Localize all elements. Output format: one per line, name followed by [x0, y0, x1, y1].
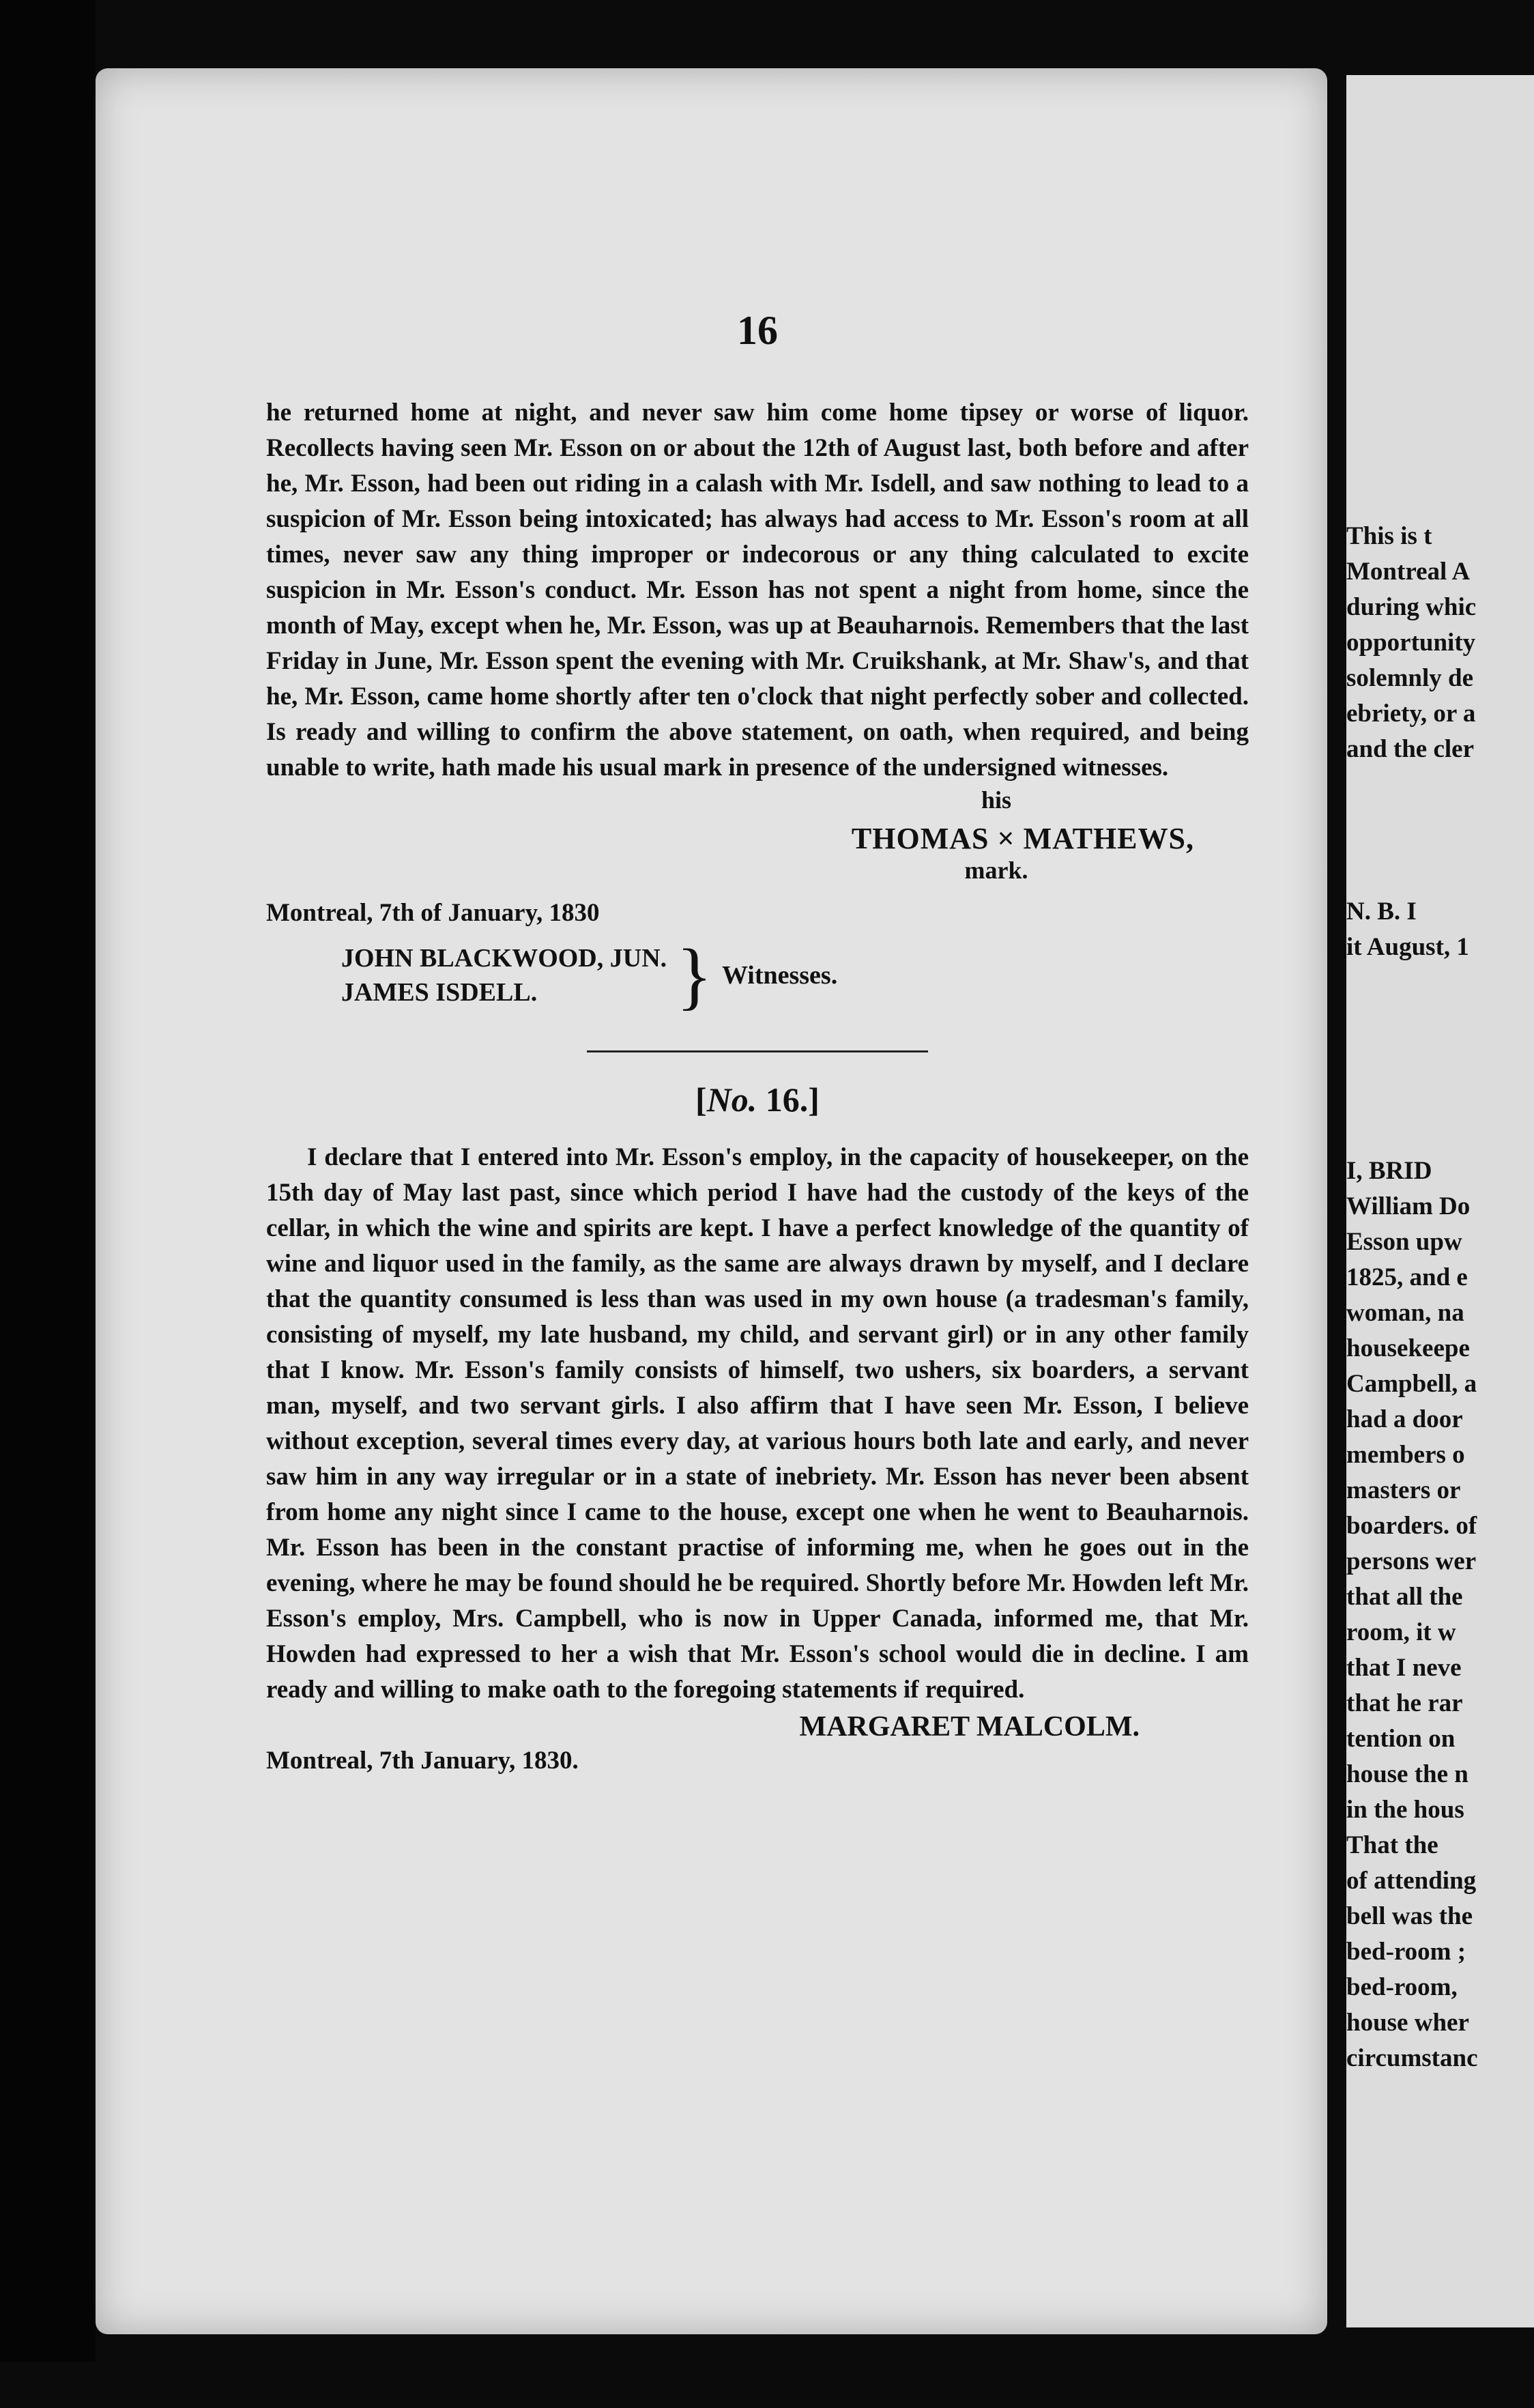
brace-icon: }: [676, 934, 712, 1017]
signature-thomas-mathews: THOMAS × MATHEWS,: [851, 822, 1194, 855]
right-line: I, BRID: [1346, 1157, 1432, 1185]
witnesses-label: Witnesses.: [721, 961, 838, 990]
right-line: room, it w: [1346, 1618, 1456, 1646]
right-line: That the: [1346, 1831, 1438, 1859]
right-line: that all the: [1346, 1583, 1463, 1611]
right-line: This is t: [1346, 522, 1432, 550]
signature-margaret-malcolm: MARGARET MALCOLM.: [799, 1711, 1140, 1743]
right-line: 1825, and e: [1346, 1263, 1468, 1291]
doc-number-label: No.: [706, 1080, 757, 1119]
right-line: woman, na: [1346, 1299, 1464, 1327]
right-line: members o: [1346, 1441, 1465, 1469]
right-line: that I neve: [1346, 1654, 1462, 1682]
witness-john-blackwood: JOHN BLACKWOOD, JUN.: [341, 944, 667, 973]
witness-names: [341, 941, 667, 1009]
right-line: boarders. of: [1346, 1512, 1477, 1540]
right-line: bed-room,: [1346, 1973, 1458, 2001]
page-number: 16: [737, 308, 778, 353]
right-line: N. B. I: [1346, 898, 1417, 926]
right-line: tention on: [1346, 1725, 1456, 1753]
witnesses-block: [341, 934, 1249, 1017]
right-line: Esson upw: [1346, 1228, 1462, 1256]
right-line: house the n: [1346, 1760, 1468, 1788]
right-line: ebriety, or a: [1346, 700, 1476, 728]
right-line: had a door: [1346, 1405, 1463, 1433]
bottom-border: [0, 2362, 1534, 2408]
right-line: in the hous: [1346, 1796, 1464, 1824]
right-line: bell was the: [1346, 1902, 1473, 1930]
date-line-2: Montreal, 7th January, 1830.: [266, 1747, 579, 1775]
right-line: of attending: [1346, 1867, 1477, 1895]
testimony-paragraph-2: I declare that I entered into Mr. Esson's employ, in the capacity of housekeeper, on the 15th day of May last past, since which period I have had the custody of the keys of the cellar, in which the wine and spirits are kept. I have a perfect knowledge of the quantity of wine and liquor used in the family, as the same are always drawn by myself, and I declare that the quantity consumed is less than was used in my own house (a tradesman's family, consisting of myself, my late husband, my child, and servant girl) or in any other family that I know. Mr. Esson's family consists of himself, two ushers, six boarders, a servant man, myself, and two servant girls. I also affirm that I have seen Mr. Esson, I believe without exception, several times every day, at various hours both late and early, and never saw him in any way irregular or in a state of inebriety. Mr. Esson has never been absent from home any night since I came to the house, except one when he went to Beauharnois. Mr. Esson has been in the constant practise of informing me, when he goes out in the evening, where he may be found should he be required. Shortly before Mr. Howden left Mr. Esson's employ, Mrs. Campbell, who is now in Upper Canada, informed me, that Mr. Howden had expressed to her a wish that Mr. Esson's school would die in decline. I am ready and willing to make oath to the foregoing statements if required.: [266, 1143, 1249, 1704]
document-number: [266, 1080, 1249, 1119]
date-line-1: Montreal, 7th of January, 1830: [266, 899, 600, 927]
doc-number-value: 16.]: [757, 1080, 820, 1119]
section-divider: [587, 1050, 928, 1052]
right-line: circumstanc: [1346, 2044, 1478, 2072]
book-spine: [0, 0, 96, 2408]
right-line: solemnly de: [1346, 664, 1474, 692]
right-line: during whic: [1346, 593, 1477, 621]
witness-james-isdell: JAMES ISDELL.: [341, 978, 538, 1007]
right-line: that he rar: [1346, 1689, 1463, 1717]
right-line: and the cler: [1346, 735, 1475, 763]
signature-his: his: [981, 786, 1012, 814]
right-line: persons wer: [1346, 1547, 1477, 1575]
right-line: bed-room ;: [1346, 1938, 1466, 1966]
doc-number-bracket: [: [695, 1080, 707, 1119]
right-line: William Do: [1346, 1192, 1471, 1220]
right-line: housekeepe: [1346, 1334, 1470, 1362]
testimony-paragraph-1: he returned home at night, and never saw him come home tipsey or worse of liquor. Recollects having seen Mr. Esson on or about the 12th of August last, both before and after he, Mr. Esson, had been out riding in a calash with Mr. Isdell, and saw nothing to lead to a suspicion of Mr. Esson being intoxicated; has always had access to Mr. Esson's room at all times, never saw any thing improper or indecorous or any thing calculated to excite suspicion in Mr. Esson's conduct. Mr. Esson has not spent a night from home, since the month of May, except when he, Mr. Esson, was up at Beauharnois. Remembers that the last Friday in June, Mr. Esson spent the evening with Mr. Cruikshank, at Mr. Shaw's, and that he, Mr. Esson, came home shortly after ten o'clock that night perfectly sober and collected. Is ready and willing to confirm the above statement, on oath, when required, and being unable to write, hath made his usual mark in presence of the undersigned witnesses.: [266, 399, 1249, 782]
right-line: it August, 1: [1346, 933, 1469, 961]
right-line: house wher: [1346, 2009, 1469, 2037]
right-page-fragment: [1346, 75, 1534, 2327]
signature-mark: mark.: [964, 857, 1028, 884]
right-line: Campbell, a: [1346, 1370, 1477, 1398]
right-line: Montreal A: [1346, 558, 1471, 586]
page-gutter: [1327, 68, 1346, 2334]
right-line: opportunity: [1346, 629, 1476, 657]
right-line: masters or: [1346, 1476, 1461, 1504]
left-page-content: [266, 307, 1249, 1775]
